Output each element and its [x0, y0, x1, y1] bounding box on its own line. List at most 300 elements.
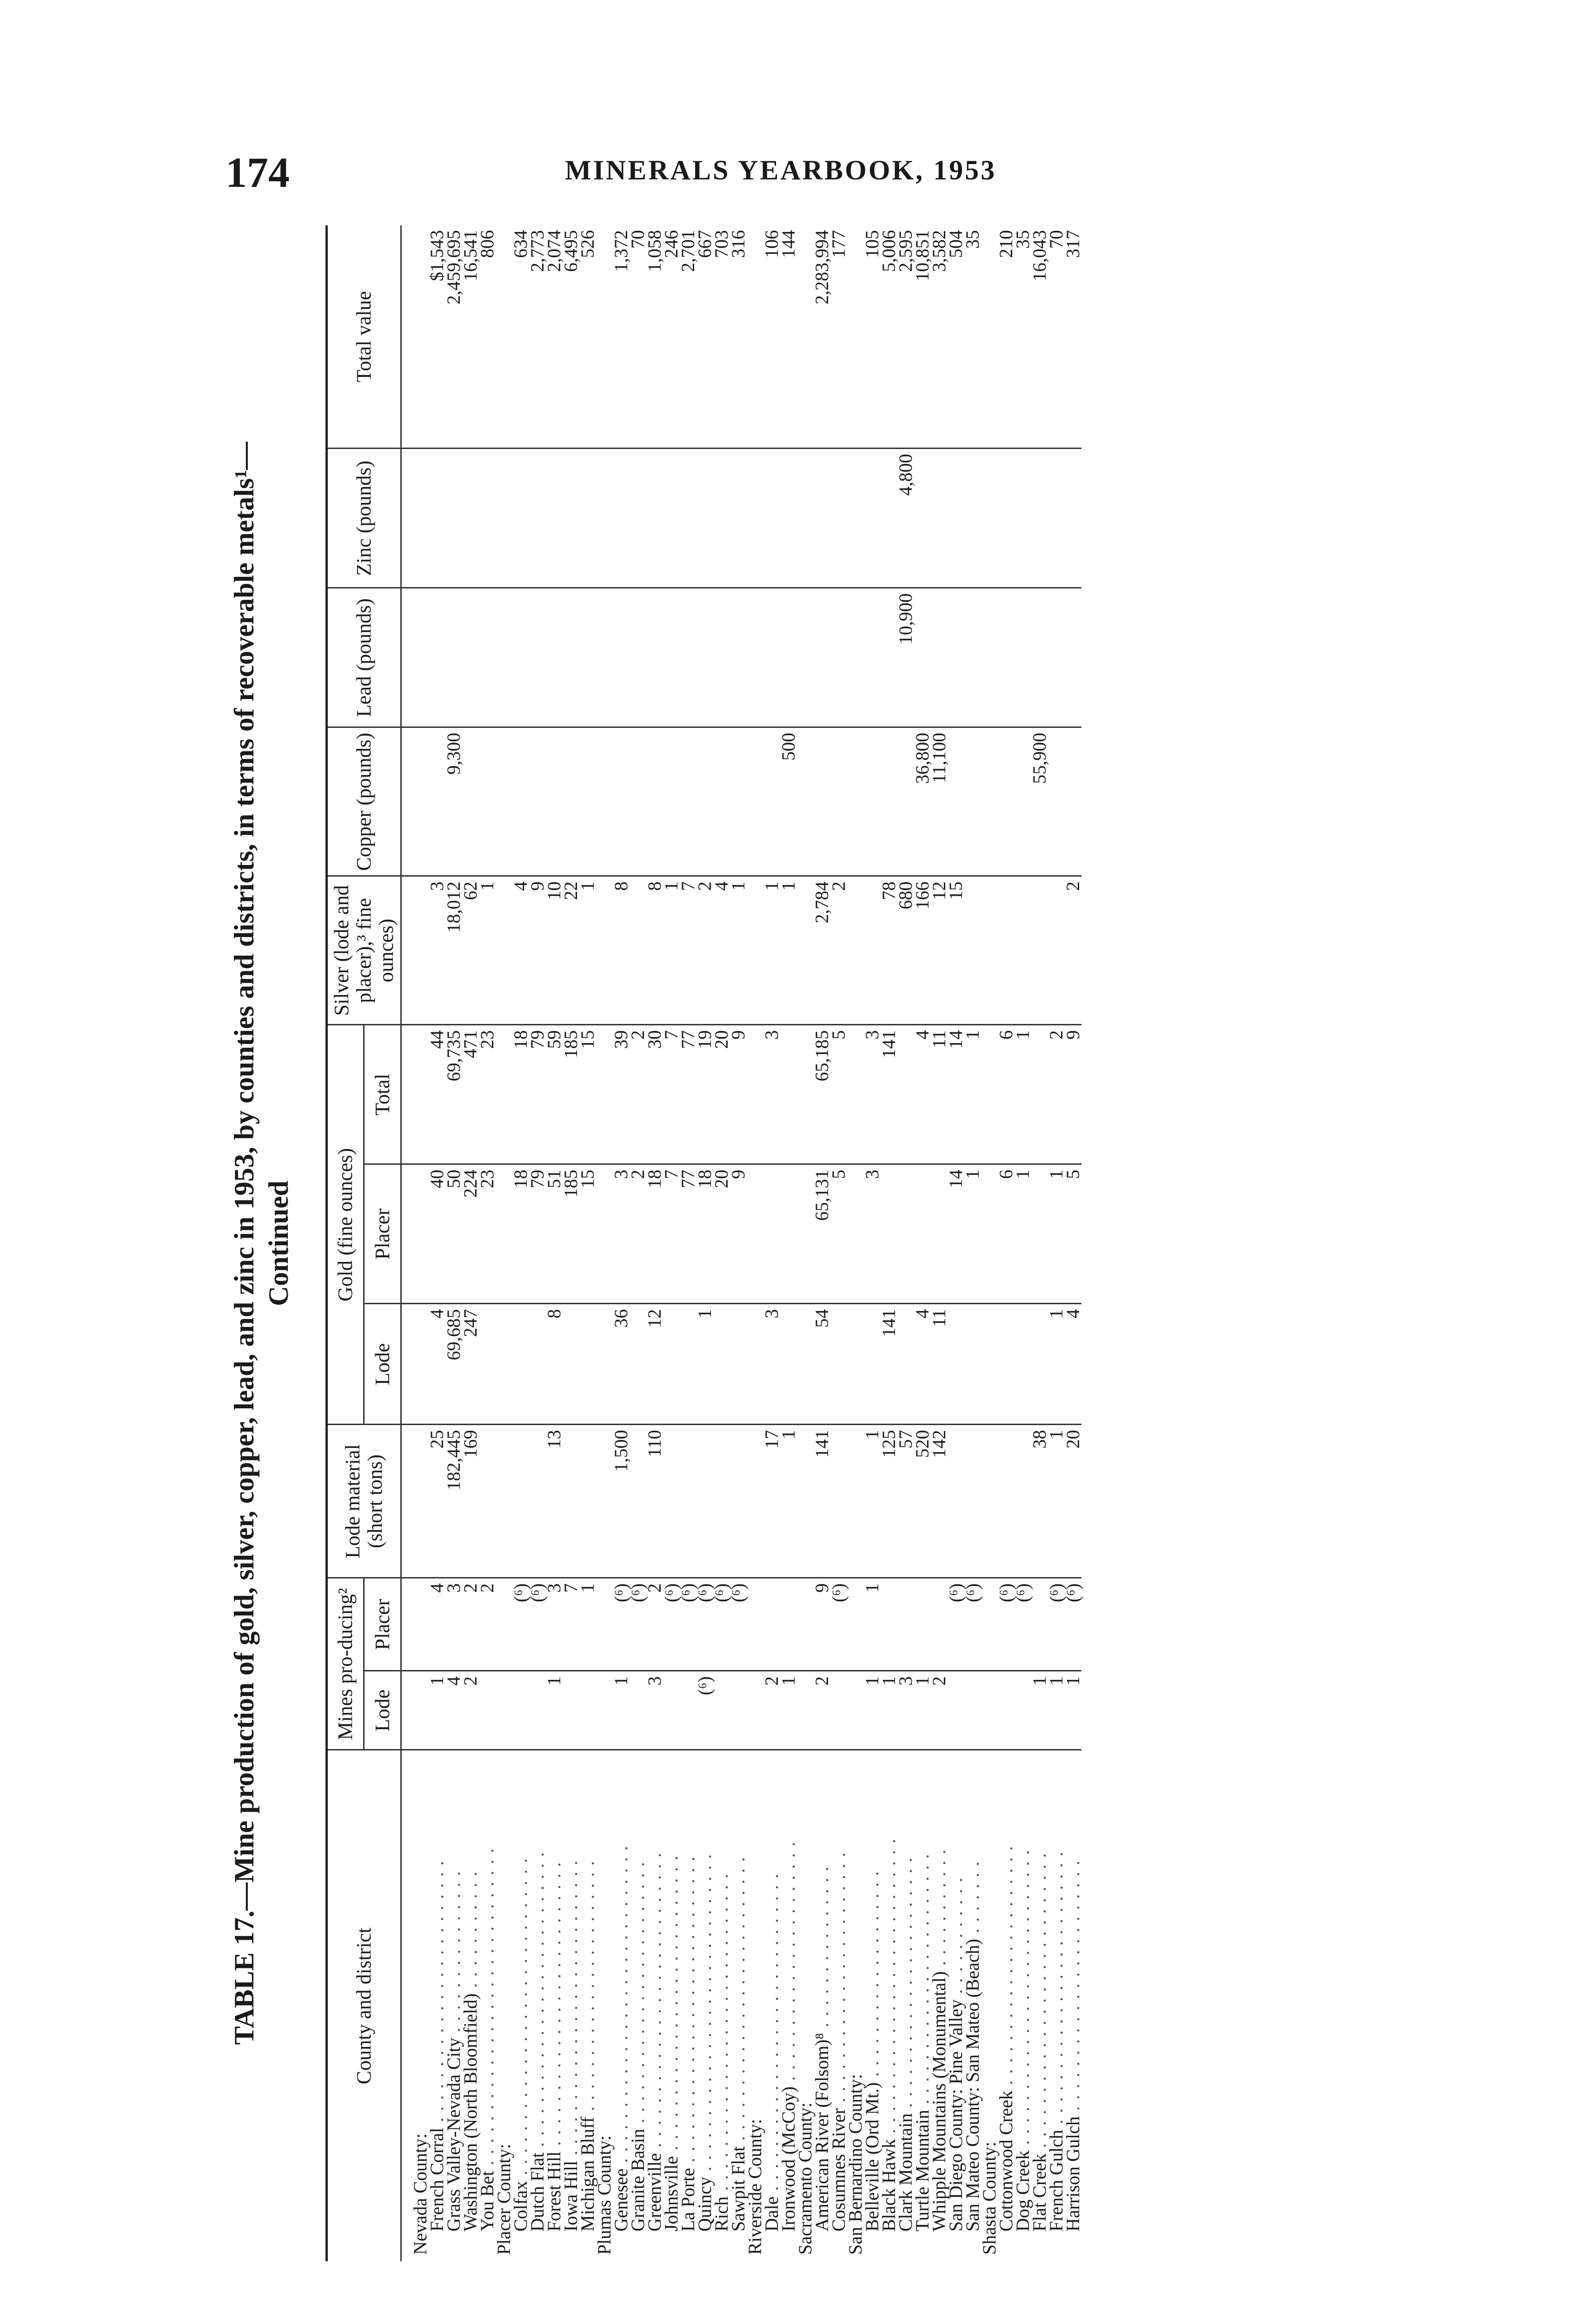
cell-pb [646, 588, 663, 727]
cell-gp [847, 1164, 864, 1304]
cell-gp: 1 [1015, 1164, 1031, 1304]
cell-mp: (⁶) [680, 1578, 696, 1671]
cell-gp: 40 [429, 1164, 445, 1304]
cell-lm [998, 1425, 1015, 1578]
cell-lm: 182,445 [445, 1425, 462, 1578]
cell-ml: 3 [897, 1671, 914, 1750]
cell-gl [964, 1304, 981, 1425]
cell-ag: 3 [429, 876, 445, 1025]
cell-lm: 1,500 [613, 1425, 630, 1578]
row-label: Sacramento County: [795, 2102, 816, 2255]
cell-zn [663, 449, 680, 588]
cell-tv [496, 225, 512, 449]
cell-pb [1015, 588, 1031, 727]
row-label: American River (Folsom)⁸ [811, 2033, 832, 2232]
cell-gl [981, 1304, 998, 1425]
cell-ml: 2 [931, 1671, 948, 1750]
cell-gl [496, 1304, 512, 1425]
cell-tv: 6,495 [563, 225, 579, 449]
cell-pb [730, 588, 747, 727]
cell-gt: 19 [696, 1025, 713, 1164]
table-row [579, 225, 596, 2261]
cell-zn [630, 449, 646, 588]
row-label: Genesee [610, 2168, 631, 2232]
cell-cu [529, 727, 546, 876]
cell-lm [948, 1425, 964, 1578]
cell-ml [730, 1671, 747, 1750]
cell-lm [830, 1425, 847, 1578]
cell-gt: 1 [964, 1025, 981, 1164]
cell-lm: 141 [814, 1425, 830, 1578]
cell-gp: 50 [445, 1164, 462, 1304]
cell-ag [964, 876, 981, 1025]
cell-ml [964, 1671, 981, 1750]
cell-tv: 177 [830, 225, 847, 449]
cell-gp [596, 1164, 613, 1304]
cell-gl: 69,685 [445, 1304, 462, 1425]
row-label: Sawpit Flat [728, 2146, 749, 2232]
cell-gp [897, 1164, 914, 1304]
cell-gl: 11 [931, 1304, 948, 1425]
cell-tv: 2,283,994 [814, 225, 830, 449]
cell-gt: 39 [613, 1025, 630, 1164]
cell-mp: (⁶) [948, 1578, 964, 1671]
cell-mp: (⁶) [1015, 1578, 1031, 1671]
cell-tv: 35 [964, 225, 981, 449]
cell-pb: 10,900 [897, 588, 914, 727]
cell-cu [512, 727, 529, 876]
row-label: San Mateo County: San Mateo (Beach) [962, 1939, 983, 2232]
cell-cu [546, 727, 563, 876]
row-label: San Diego County: Pine Valley [945, 1999, 966, 2232]
row-label: French Corral [426, 2127, 447, 2232]
cell-gp: 18 [646, 1164, 663, 1304]
zinc-header: Zinc (pounds) [328, 449, 401, 588]
cell-tv: 144 [780, 225, 797, 449]
cell-pb [847, 588, 864, 727]
cell-mp: 2 [479, 1578, 496, 1671]
cell-zn [429, 449, 445, 588]
cell-gl [479, 1304, 496, 1425]
row-label: Washington (North Bloomfield) [460, 1993, 481, 2232]
cell-ml: 2 [462, 1671, 479, 1750]
cell-gt: 15 [579, 1025, 596, 1164]
cell-gt: 79 [529, 1025, 546, 1164]
cell-gt: 69,735 [445, 1025, 462, 1164]
cell-zn [864, 449, 881, 588]
cell-zn [613, 449, 630, 588]
cell-lm: 125 [881, 1425, 897, 1578]
cell-gp: 79 [529, 1164, 546, 1304]
leader-dots: . . . . . . . . . . . . . . . . . . . . . . . . . . [544, 1861, 564, 2152]
cell-pb [1048, 588, 1065, 727]
cell-ml: 3 [646, 1671, 663, 1750]
leader-dots: . . . . . . . . . . . . . . . . . . . . . . . . . . . . . [694, 1853, 715, 2177]
cell-gl [780, 1304, 797, 1425]
cell-pb [797, 588, 814, 727]
cell-ag [496, 876, 512, 1025]
cell-gl [713, 1304, 730, 1425]
cell-cu [830, 727, 847, 876]
cell-gp: 15 [579, 1164, 596, 1304]
cell-gp: 18 [512, 1164, 529, 1304]
cell-ag: 1 [579, 876, 596, 1025]
cell-gt: 141 [881, 1025, 897, 1164]
cell-gp: 18 [696, 1164, 713, 1304]
cell-gp: 1 [964, 1164, 981, 1304]
cell-gp: 3 [864, 1164, 881, 1304]
cell-pb [981, 588, 998, 727]
cell-cu [713, 727, 730, 876]
table-body [401, 225, 1082, 2261]
leader-dots: . . . . . . . . . . . . . . . . . . . . . . . . . . [728, 1856, 749, 2146]
cell-gt [981, 1025, 998, 1164]
leader-dots: . . . . . . . . . . . . . . . . . . . . . . . . . . . . . [510, 1857, 531, 2181]
cell-mp: (⁶) [613, 1578, 630, 1671]
cell-mp [897, 1578, 914, 1671]
cell-lm [981, 1425, 998, 1578]
cell-cu: 55,900 [1031, 727, 1048, 876]
cell-ml [981, 1671, 998, 1750]
county-header: County and district [328, 1750, 401, 2261]
cell-ag: 22 [563, 876, 579, 1025]
cell-ml [479, 1671, 496, 1750]
cell-pb [680, 588, 696, 727]
row-label: La Porte [677, 2168, 698, 2232]
cell-ml: 1 [613, 1671, 630, 1750]
row-label: Johnsville [661, 2156, 682, 2232]
silver-header: Silver (lode and placer),³ fine ounces) [328, 876, 401, 1025]
cell-mp: 3 [445, 1578, 462, 1671]
cell-cu [412, 727, 429, 876]
cell-gt [847, 1025, 864, 1164]
leader-dots: . . . . . . . . . . . . . . . [811, 1865, 832, 2033]
cell-tv: 16,541 [462, 225, 479, 449]
cell-gp: 3 [613, 1164, 630, 1304]
rotated-table-block [219, 225, 1427, 2261]
cell-mp: 2 [462, 1578, 479, 1671]
cell-cu [680, 727, 696, 876]
cell-gt: 9 [1065, 1025, 1081, 1164]
cell-tv: 2,459,695 [445, 225, 462, 449]
cell-gl [998, 1304, 1015, 1425]
cell-gt: 44 [429, 1025, 445, 1164]
cell-pb [663, 588, 680, 727]
cell-mp: 3 [546, 1578, 563, 1671]
row-label: Dale [761, 2196, 782, 2232]
cell-gt: 3 [864, 1025, 881, 1164]
cell-ml [663, 1671, 680, 1750]
cell-gp: 224 [462, 1164, 479, 1304]
cell-gt: 5 [830, 1025, 847, 1164]
cell-gt: 20 [713, 1025, 730, 1164]
cell-ag: 2 [696, 876, 713, 1025]
cell-zn [563, 449, 579, 588]
row-label: Quincy [694, 2177, 715, 2232]
cell-gp: 1 [1048, 1164, 1065, 1304]
cell-gp: 185 [563, 1164, 579, 1304]
total-value-header: Total value [328, 225, 401, 449]
cell-zn [981, 449, 998, 588]
cell-zn [780, 449, 797, 588]
row-label: You Bet [477, 2171, 497, 2232]
leader-dots: . . . . . . . . . . . [460, 1870, 481, 1994]
cell-gl: 36 [613, 1304, 630, 1425]
row-label: Turtle Mountain [912, 2110, 933, 2232]
cell-ag [1015, 876, 1031, 1025]
cell-ml: 1 [1065, 1671, 1081, 1750]
cell-gp [881, 1164, 897, 1304]
cell-zn [1065, 449, 1081, 588]
cell-gp: 23 [479, 1164, 496, 1304]
leader-dots: . . . . . . . . . . . . . . . . . . . . . . . . . . . [644, 1852, 665, 2153]
cell-gp [763, 1164, 780, 1304]
cell-lm [512, 1425, 529, 1578]
cell-lm: 20 [1065, 1425, 1081, 1578]
cell-ml [948, 1671, 964, 1750]
cell-gt: 185 [563, 1025, 579, 1164]
table-row [479, 225, 496, 2261]
row-label: Black Hawk [878, 2139, 899, 2232]
cell-cu [981, 727, 998, 876]
gold-placer-header: Placer [364, 1164, 401, 1304]
cell-gt: 1 [1015, 1025, 1031, 1164]
cell-mp: (⁶) [529, 1578, 546, 1671]
cell-ag: 2 [830, 876, 847, 1025]
cell-tv: 106 [763, 225, 780, 449]
cell-zn [462, 449, 479, 588]
cell-gl [897, 1304, 914, 1425]
cell-gp [747, 1164, 763, 1304]
cell-gl [663, 1304, 680, 1425]
cell-zn [546, 449, 563, 588]
cell-pb [546, 588, 563, 727]
cell-gp: 20 [713, 1164, 730, 1304]
cell-gt: 11 [931, 1025, 948, 1164]
cell-lm: 17 [763, 1425, 780, 1578]
row-label: Ironwood (McCoy) [778, 2086, 799, 2232]
cell-gl [847, 1304, 864, 1425]
cell-lm: 25 [429, 1425, 445, 1578]
cell-ag: 1 [780, 876, 797, 1025]
cell-lm: 520 [914, 1425, 931, 1578]
leader-dots: . . . . . . . . . . . . . . . . . . . . . . . . [627, 1861, 648, 2129]
cell-gl [1015, 1304, 1031, 1425]
cell-zn [529, 449, 546, 588]
cell-lm [847, 1425, 864, 1578]
cell-gt: 18 [512, 1025, 529, 1164]
cell-mp: (⁶) [730, 1578, 747, 1671]
cell-ml: 2 [763, 1671, 780, 1750]
cell-zn [579, 449, 596, 588]
district-name [1062, 1750, 1083, 2261]
cell-lm: 13 [546, 1425, 563, 1578]
leader-dots: . . . . . . . . . . . . . . . . . . . . . . . . . . . [878, 1838, 899, 2139]
lode-material-header: Lode material (short tons) [328, 1425, 401, 1578]
cell-lm: 110 [646, 1425, 663, 1578]
cell-lm [696, 1425, 713, 1578]
cell-pb [763, 588, 780, 727]
cell-ag [747, 876, 763, 1025]
cell-lm: 38 [1031, 1425, 1048, 1578]
table-row [1065, 225, 1081, 2261]
row-label: Grass Valley-Nevada City [443, 2038, 464, 2232]
cell-mp: 1 [579, 1578, 596, 1671]
leader-dots: . . . . . . . . . . . [945, 1876, 966, 2000]
cell-gt: 59 [546, 1025, 563, 1164]
row-label: San Bernardino County: [845, 2074, 866, 2255]
cell-tv: 317 [1065, 225, 1081, 449]
cell-pb [579, 588, 596, 727]
cell-tv: 35 [1015, 225, 1031, 449]
row-label: French Gulch [1046, 2130, 1067, 2232]
cell-gt [780, 1025, 797, 1164]
cell-mp [763, 1578, 780, 1671]
cell-tv: 70 [1048, 225, 1065, 449]
cell-mp: (⁶) [696, 1578, 713, 1671]
cell-ml [496, 1671, 512, 1750]
cell-ag: 1 [479, 876, 496, 1025]
gold-header: Gold (fine ounces) [328, 1025, 364, 1425]
cell-gp: 14 [948, 1164, 964, 1304]
cell-gl: 4 [429, 1304, 445, 1425]
cell-pb [780, 588, 797, 727]
cell-mp: (⁶) [512, 1578, 529, 1671]
row-label: Iowa Hill [560, 2160, 581, 2232]
row-label: Rich [711, 2196, 732, 2232]
cell-ag: 8 [613, 876, 630, 1025]
cell-pb [512, 588, 529, 727]
cell-pb [948, 588, 964, 727]
leader-dots: . . . . . . . . . . . . . . . . . . . . . . . . . . . . . [761, 1873, 782, 2197]
cell-gl [512, 1304, 529, 1425]
cell-gp: 5 [830, 1164, 847, 1304]
cell-tv: 316 [730, 225, 747, 449]
cell-zn [479, 449, 496, 588]
cell-ml: 4 [445, 1671, 462, 1750]
cell-zn [596, 449, 613, 588]
leader-dots: . . . . . . . . . . . . . . . . . . . . . . . . . . . . . [477, 1847, 497, 2171]
cell-gt: 4 [914, 1025, 931, 1164]
cell-gl: 3 [763, 1304, 780, 1425]
cell-gp: 2 [630, 1164, 646, 1304]
cell-gp [981, 1164, 998, 1304]
cell-gp: 9 [730, 1164, 747, 1304]
cell-tv: 3,582 [931, 225, 948, 449]
row-label: Cottonwood Creek [995, 2090, 1016, 2232]
cell-tv: 1,372 [613, 225, 630, 449]
cell-cu [579, 727, 596, 876]
cell-pb [479, 588, 496, 727]
cell-mp: (⁶) [964, 1578, 981, 1671]
leader-dots: . . . . . . . . . . . . . . . . . . . . . . . [828, 1851, 849, 2108]
cell-lm [479, 1425, 496, 1578]
cell-cu [847, 727, 864, 876]
cell-zn [763, 449, 780, 588]
cell-ml: (⁶) [696, 1671, 713, 1750]
cell-lm [563, 1425, 579, 1578]
leader-dots: . . . . . . . . . . . . . . . . . . . . . . . . [426, 1860, 447, 2128]
cell-ag: 15 [948, 876, 964, 1025]
cell-ml: 1 [1048, 1671, 1065, 1750]
cell-tv: $1,543 [429, 225, 445, 449]
cell-gl: 4 [1065, 1304, 1081, 1425]
cell-zn [445, 449, 462, 588]
cell-tv: 70 [630, 225, 646, 449]
cell-gt [897, 1025, 914, 1164]
cell-lm [964, 1425, 981, 1578]
cell-tv: 10,851 [914, 225, 931, 449]
cell-cu [596, 727, 613, 876]
cell-pb [496, 588, 512, 727]
cell-lm [713, 1425, 730, 1578]
leader-dots: . . . . . . . . . . . [928, 1849, 949, 1972]
cell-ag: 12 [931, 876, 948, 1025]
cell-ag: 62 [462, 876, 479, 1025]
leader-dots: . . . . . . . . . . . . . . . . . . . . . . . . . . . [560, 1859, 581, 2161]
cell-pb [445, 588, 462, 727]
cell-ag: 2,784 [814, 876, 830, 1025]
cell-ml: 1 [780, 1671, 797, 1750]
cell-cu [1048, 727, 1065, 876]
table-row [780, 225, 797, 2261]
cell-gt: 7 [663, 1025, 680, 1164]
cell-cu [646, 727, 663, 876]
cell-lm [496, 1425, 512, 1578]
cell-zn [1031, 449, 1048, 588]
cell-pb [462, 588, 479, 727]
leader-dots: . . . . . . . . . . . . . . . . . . . . . . [778, 1841, 799, 2086]
leader-dots: . . . . . . . . . . . . . . . . . . . . . . . . . . . . [677, 1855, 698, 2168]
cell-ag [630, 876, 646, 1025]
row-label: Dog Creek [1012, 2150, 1033, 2232]
cell-gp: 51 [546, 1164, 563, 1304]
cell-ag: 9 [529, 876, 546, 1025]
cell-cu [696, 727, 713, 876]
cell-ml: 1 [914, 1671, 931, 1750]
cell-zn [713, 449, 730, 588]
cell-tv: 667 [696, 225, 713, 449]
cell-ag: 1 [730, 876, 747, 1025]
cell-cu [814, 727, 830, 876]
cell-mp [914, 1578, 931, 1671]
cell-pb [412, 588, 429, 727]
cell-ag: 166 [914, 876, 931, 1025]
cell-pb [814, 588, 830, 727]
cell-tv: 105 [864, 225, 881, 449]
cell-pb [1031, 588, 1048, 727]
cell-ag: 1 [763, 876, 780, 1025]
cell-ag [596, 876, 613, 1025]
cell-ml: 1 [429, 1671, 445, 1750]
cell-mp: (⁶) [1065, 1578, 1081, 1671]
row-label: Forest Hill [544, 2151, 564, 2232]
cell-pb [696, 588, 713, 727]
cell-gl [579, 1304, 596, 1425]
cell-tv: 806 [479, 225, 496, 449]
cell-gl: 1 [696, 1304, 713, 1425]
cell-gp: 6 [998, 1164, 1015, 1304]
cell-ag [981, 876, 998, 1025]
cell-cu [479, 727, 496, 876]
leader-dots: . . . . . . . . . . . . . . . . . . . . . . [995, 1845, 1016, 2091]
copper-header: Copper (pounds) [328, 727, 401, 876]
row-label: Plumas County: [594, 2135, 615, 2255]
cell-cu [462, 727, 479, 876]
cell-lm [579, 1425, 596, 1578]
cell-gl [747, 1304, 763, 1425]
cell-zn [696, 449, 713, 588]
